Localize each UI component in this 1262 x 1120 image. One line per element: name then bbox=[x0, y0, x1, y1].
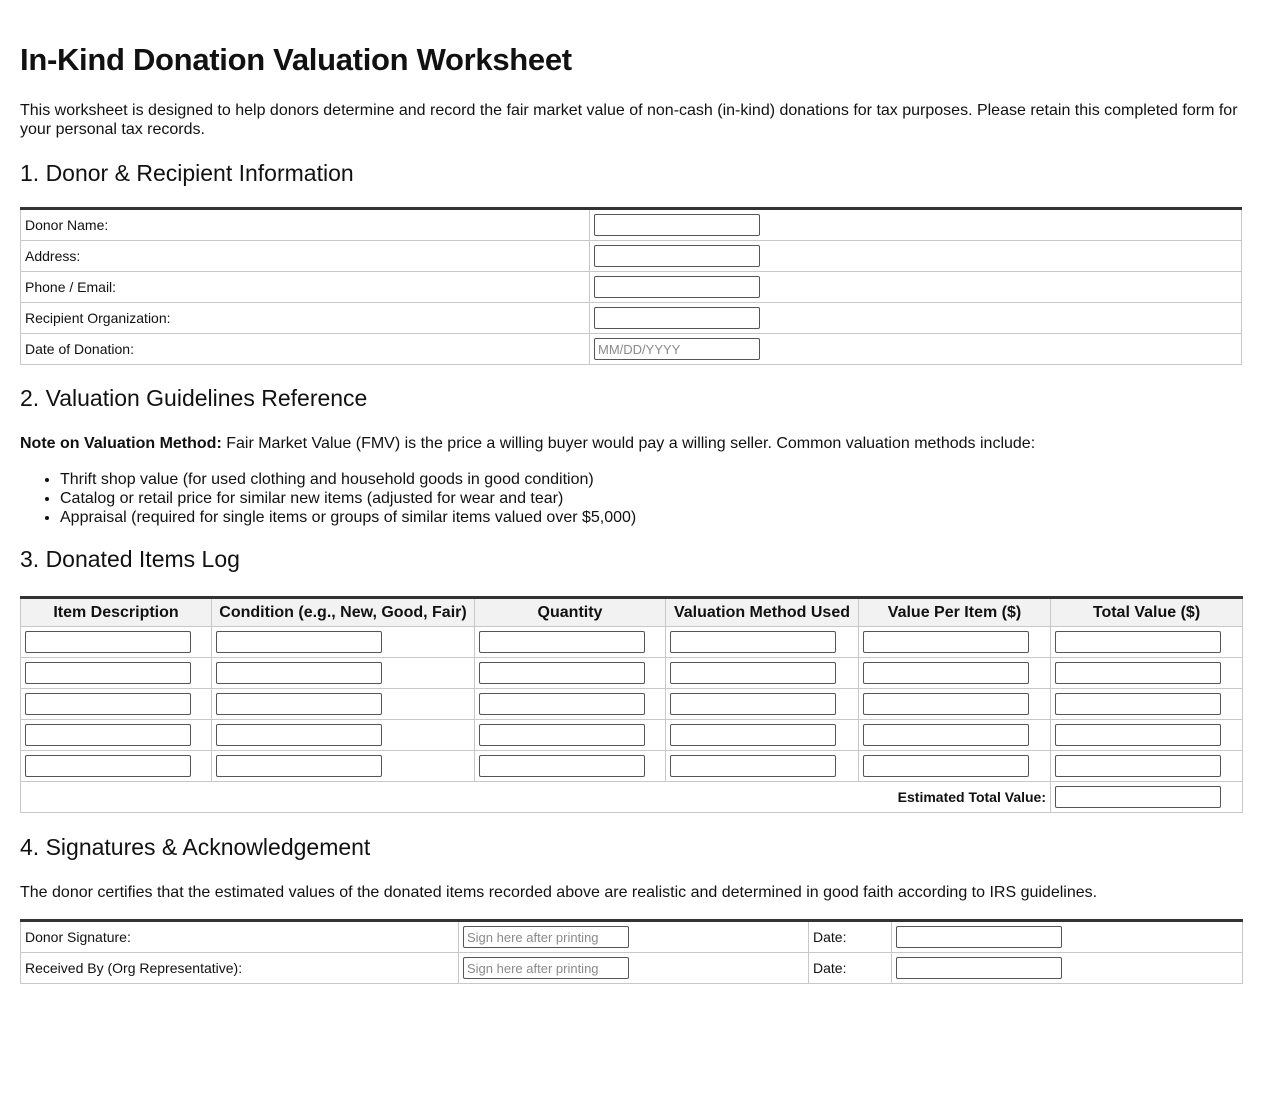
table-cell bbox=[475, 751, 666, 782]
table-cell bbox=[666, 720, 859, 751]
address-cell bbox=[590, 241, 1242, 272]
quantity-field[interactable] bbox=[479, 662, 645, 684]
address-label: Address: bbox=[21, 241, 590, 272]
item-description-field[interactable] bbox=[25, 755, 191, 777]
condition-field[interactable] bbox=[216, 724, 382, 746]
table-cell bbox=[666, 627, 859, 658]
table-row bbox=[21, 241, 1242, 272]
table-row bbox=[21, 720, 1243, 751]
table-row bbox=[21, 751, 1243, 782]
table-cell bbox=[859, 751, 1051, 782]
received-by-label: Received By (Org Representative): bbox=[21, 953, 459, 984]
value-per-item-field[interactable] bbox=[863, 693, 1029, 715]
quantity-field[interactable] bbox=[479, 755, 645, 777]
table-cell bbox=[1051, 689, 1243, 720]
quantity-field[interactable] bbox=[479, 631, 645, 653]
certification-text: The donor certifies that the estimated values of the donated items recorded above are realistic and determined in good faith according to IRS guidelines. bbox=[20, 884, 1098, 901]
estimated-total-label: Estimated Total Value: bbox=[21, 782, 1051, 813]
value-per-item-field[interactable] bbox=[863, 662, 1029, 684]
column-header-item-description: Item Description bbox=[21, 598, 212, 627]
table-cell bbox=[892, 953, 1243, 984]
table-header-row bbox=[21, 598, 1243, 627]
column-header-valuation-method: Valuation Method Used bbox=[666, 598, 859, 627]
table-cell bbox=[1051, 720, 1243, 751]
donation-date-label: Date of Donation: bbox=[21, 334, 590, 365]
table-cell bbox=[859, 658, 1051, 689]
valuation-note-label: Note on Valuation Method: bbox=[20, 435, 222, 452]
donor-signature-label: Donor Signature: bbox=[21, 921, 459, 953]
condition-field[interactable] bbox=[216, 662, 382, 684]
condition-field[interactable] bbox=[216, 693, 382, 715]
donation-date-field[interactable] bbox=[594, 338, 760, 360]
item-description-field[interactable] bbox=[25, 693, 191, 715]
donor-name-label: Donor Name: bbox=[21, 209, 590, 241]
section-heading-items-log: 3. Donated Items Log bbox=[20, 546, 240, 572]
valuation-method-field[interactable] bbox=[670, 631, 836, 653]
table-row bbox=[21, 272, 1242, 303]
table-cell bbox=[459, 921, 809, 953]
table-cell bbox=[892, 921, 1243, 953]
table-cell bbox=[21, 658, 212, 689]
item-description-field[interactable] bbox=[25, 724, 191, 746]
phone-email-label: Phone / Email: bbox=[21, 272, 590, 303]
table-cell bbox=[859, 720, 1051, 751]
table-cell bbox=[1051, 751, 1243, 782]
donor-date-field[interactable] bbox=[896, 926, 1062, 948]
list-item: • Appraisal (required for single items or groups of similar items valued over $5,000) bbox=[60, 508, 1242, 527]
total-value-field[interactable] bbox=[1055, 662, 1221, 684]
valuation-method-field[interactable] bbox=[670, 693, 836, 715]
column-header-total-value: Total Value ($) bbox=[1051, 598, 1243, 627]
total-value-field[interactable] bbox=[1055, 631, 1221, 653]
table-cell bbox=[1051, 627, 1243, 658]
list-item: • Thrift shop value (for used clothing and household goods in good condition) bbox=[60, 470, 1242, 489]
column-header-value-per-item: Value Per Item ($) bbox=[859, 598, 1051, 627]
table-cell bbox=[21, 720, 212, 751]
table-cell bbox=[666, 689, 859, 720]
table-cell bbox=[475, 720, 666, 751]
received-by-signature-field[interactable] bbox=[463, 957, 629, 979]
table-cell bbox=[666, 751, 859, 782]
section-heading-donor-info: 1. Donor & Recipient Information bbox=[20, 160, 354, 186]
recipient-org-label: Recipient Organization: bbox=[21, 303, 590, 334]
list-item: • Catalog or retail price for similar new items (adjusted for wear and tear) bbox=[60, 489, 1242, 508]
table-row bbox=[21, 303, 1242, 334]
table-cell bbox=[859, 627, 1051, 658]
total-value-field[interactable] bbox=[1055, 724, 1221, 746]
table-cell bbox=[859, 689, 1051, 720]
section-heading-guidelines: 2. Valuation Guidelines Reference bbox=[20, 385, 368, 411]
table-row bbox=[21, 209, 1242, 241]
table-row bbox=[21, 658, 1243, 689]
estimated-total-field[interactable] bbox=[1055, 786, 1221, 808]
table-row bbox=[21, 689, 1243, 720]
table-row bbox=[21, 334, 1242, 365]
item-description-field[interactable] bbox=[25, 631, 191, 653]
donated-items-table bbox=[20, 596, 1243, 813]
total-value-field[interactable] bbox=[1055, 755, 1221, 777]
total-value-field[interactable] bbox=[1055, 693, 1221, 715]
value-per-item-field[interactable] bbox=[863, 755, 1029, 777]
signatures-table bbox=[20, 919, 1243, 984]
recipient-org-field[interactable] bbox=[594, 307, 760, 329]
table-cell bbox=[1051, 782, 1243, 813]
address-field[interactable] bbox=[594, 245, 760, 267]
table-row bbox=[21, 921, 1243, 953]
table-cell bbox=[21, 627, 212, 658]
donor-date-label: Date: bbox=[809, 921, 892, 953]
condition-field[interactable] bbox=[216, 755, 382, 777]
table-cell bbox=[212, 751, 475, 782]
table-cell bbox=[459, 953, 809, 984]
table-cell bbox=[475, 627, 666, 658]
valuation-note bbox=[20, 434, 1242, 454]
valuation-methods-list bbox=[20, 470, 1242, 527]
valuation-method-field[interactable] bbox=[670, 662, 836, 684]
donor-name-field[interactable] bbox=[594, 214, 760, 236]
quantity-field[interactable] bbox=[479, 693, 645, 715]
intro-text: This worksheet is designed to help donors determine and record the fair market value of non-cash (in-kind) donations for tax purposes. Please retain this completed form for your personal tax records. bbox=[20, 102, 1238, 138]
table-cell bbox=[475, 658, 666, 689]
value-per-item-field[interactable] bbox=[863, 631, 1029, 653]
quantity-field[interactable] bbox=[479, 724, 645, 746]
table-row bbox=[21, 627, 1243, 658]
received-by-date-field[interactable] bbox=[896, 957, 1062, 979]
value-per-item-field[interactable] bbox=[863, 724, 1029, 746]
page-title: In-Kind Donation Valuation Worksheet bbox=[20, 42, 572, 77]
condition-field[interactable] bbox=[216, 631, 382, 653]
valuation-method-field[interactable] bbox=[670, 755, 836, 777]
donor-info-table bbox=[20, 207, 1242, 365]
donation-date-cell bbox=[590, 334, 1242, 365]
table-cell bbox=[212, 658, 475, 689]
donor-name-cell bbox=[590, 209, 1242, 241]
phone-email-cell bbox=[590, 272, 1242, 303]
phone-email-field[interactable] bbox=[594, 276, 760, 298]
table-cell bbox=[212, 689, 475, 720]
valuation-note-text: Fair Market Value (FMV) is the price a willing buyer would pay a willing seller. Common valuation methods include: bbox=[221, 435, 1036, 452]
recipient-org-cell bbox=[590, 303, 1242, 334]
table-cell bbox=[475, 689, 666, 720]
table-cell bbox=[666, 658, 859, 689]
table-cell bbox=[212, 627, 475, 658]
donor-signature-field[interactable] bbox=[463, 926, 629, 948]
table-cell bbox=[1051, 658, 1243, 689]
table-cell bbox=[21, 689, 212, 720]
table-row bbox=[21, 953, 1243, 984]
column-header-condition: Condition (e.g., New, Good, Fair) bbox=[212, 598, 475, 627]
table-total-row bbox=[21, 782, 1243, 813]
column-header-quantity: Quantity bbox=[475, 598, 666, 627]
received-by-date-label: Date: bbox=[809, 953, 892, 984]
table-cell bbox=[21, 751, 212, 782]
table-cell bbox=[212, 720, 475, 751]
valuation-method-field[interactable] bbox=[670, 724, 836, 746]
item-description-field[interactable] bbox=[25, 662, 191, 684]
section-heading-signatures: 4. Signatures & Acknowledgement bbox=[20, 834, 371, 860]
